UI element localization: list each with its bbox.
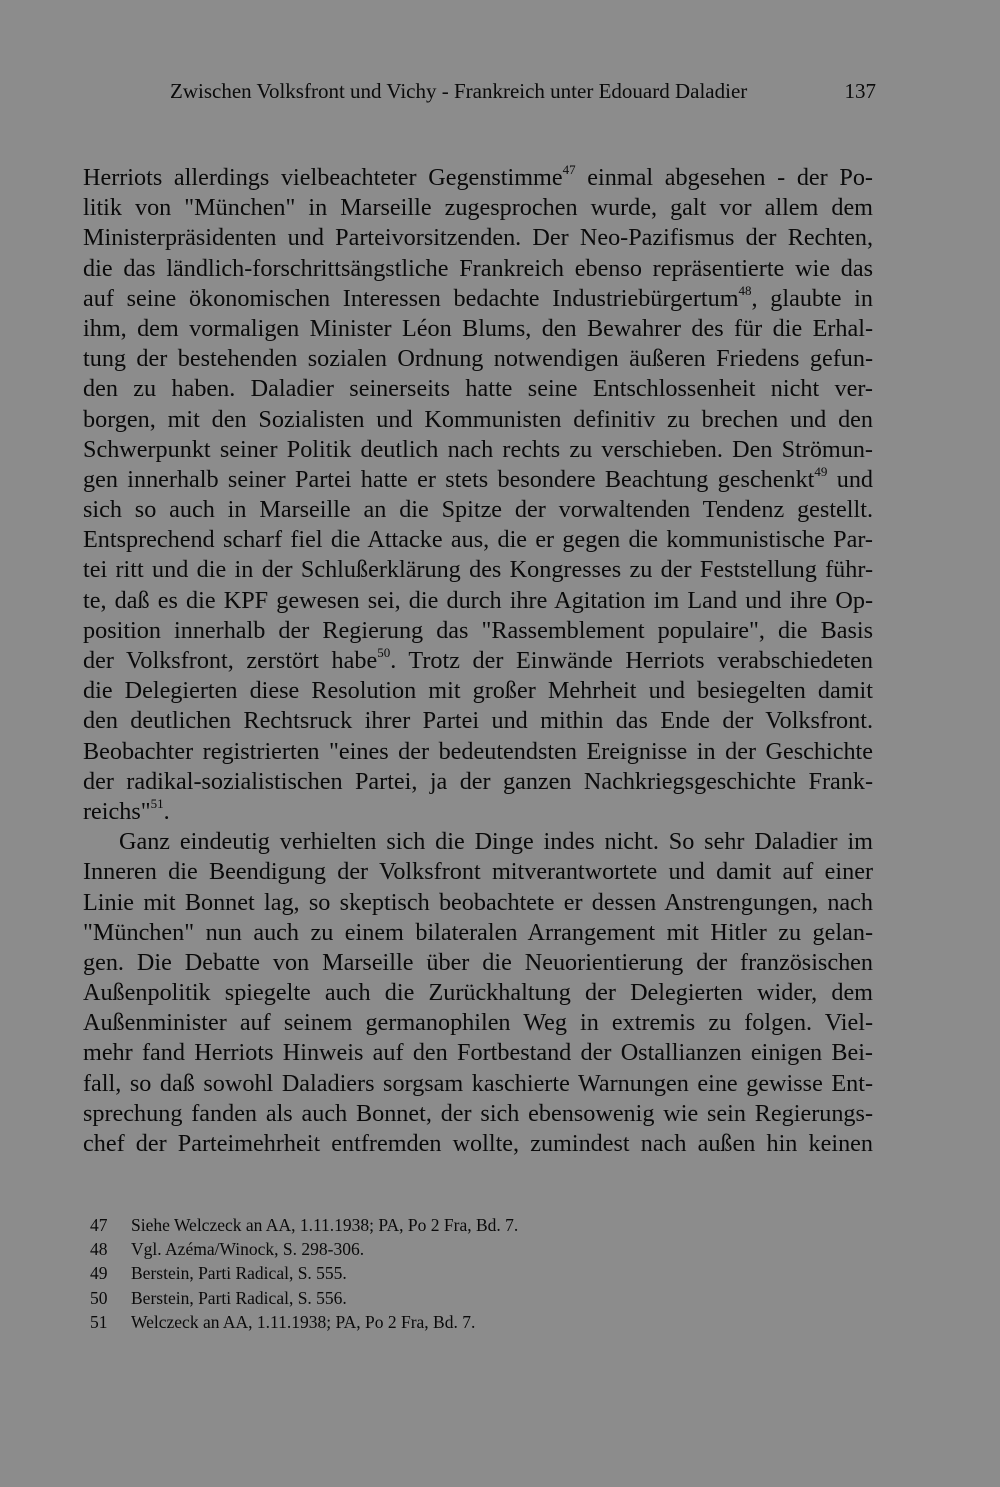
footnotes bbox=[90, 1213, 790, 1334]
text-line: Außenminister auf seinem germanophilen Weg in extremis zu folgen. Viel- bbox=[83, 1009, 873, 1037]
text-line: Außenpolitik spiegelte auch die Zurückhaltung der Delegierten wider, dem bbox=[83, 979, 873, 1007]
footnote bbox=[90, 1261, 790, 1285]
text-line: Herriots allerdings vielbeachteter Gegenstimme$^{47}$ einmal abgesehen - der Po- bbox=[83, 161, 873, 191]
footnote-text: Welczeck an AA, 1.11.1938; PA, Po 2 Fra, Bd. 7. bbox=[131, 1311, 476, 1332]
text-line: reichs"$^{51}$. bbox=[83, 795, 170, 825]
footnote-ref: 51 bbox=[150, 795, 164, 811]
footnote-number: 48 bbox=[90, 1239, 108, 1260]
text-line: Ministerpräsidenten und Parteivorsitzenden. Der Neo-Pazifismus der Rechten, bbox=[83, 224, 873, 252]
text-line: ihm, dem vormaligen Minister Léon Blums, den Bewahrer des für die Erhal- bbox=[83, 314, 873, 342]
page-number: 137 bbox=[844, 79, 876, 103]
footnote-text: Siehe Welczeck an AA, 1.11.1938; PA, Po 2 Fra, Bd. 7. bbox=[131, 1215, 519, 1235]
text-line: litik von "München" in Marseille zugesprochen wurde, galt vor allem dem bbox=[83, 194, 873, 222]
footnote bbox=[90, 1310, 790, 1334]
text-line: Entsprechend scharf fiel die Attacke aus, die er gegen die kommunistische Par- bbox=[83, 526, 873, 554]
text-line: fall, so daß sowohl Daladiers sorgsam kaschierte Warnungen eine gewisse Ent- bbox=[83, 1069, 873, 1097]
text-line: der Volksfront, zerstört habe$^{50}$. Trotz der Einwände Herriots verabschiedeten bbox=[83, 644, 873, 674]
text-line: "München" nun auch zu einem bilateralen Arrangement mit Hitler zu gelan- bbox=[83, 918, 873, 946]
footnote-text: Berstein, Parti Radical, S. 555. bbox=[131, 1263, 347, 1284]
text-line: sprechung fanden als auch Bonnet, der sich ebensowenig wie sein Regierungs- bbox=[83, 1099, 873, 1127]
footnote-text: Berstein, Parti Radical, S. 556. bbox=[131, 1287, 347, 1308]
footnote bbox=[90, 1213, 790, 1237]
footnote-ref: 49 bbox=[814, 463, 828, 479]
text-line: borgen, mit den Sozialisten und Kommunisten definitiv zu brechen und den bbox=[83, 405, 873, 433]
text-line: die Delegierten diese Resolution mit großer Mehrheit und besiegelten damit bbox=[83, 677, 873, 705]
footnote-ref: 50 bbox=[377, 644, 391, 660]
text-line: sich so auch in Marseille an die Spitze der vorwaltenden Tendenz gestellt. bbox=[83, 496, 873, 524]
footnote-number: 49 bbox=[90, 1263, 108, 1284]
footnote-text: Vgl. Azéma/Winock, S. 298-306. bbox=[131, 1239, 365, 1260]
text-line: Schwerpunkt seiner Politik deutlich nach rechts zu verschieben. Den Strömun- bbox=[83, 435, 873, 463]
text-line: der radikal-sozialistischen Partei, ja der ganzen Nachkriegsgeschichte Frank- bbox=[83, 767, 873, 795]
text-line: tei ritt und die in der Schlußerklärung des Kongresses zu der Feststellung führ- bbox=[83, 556, 873, 584]
text-line: Beobachter registrierten "eines der bedeutendsten Ereignisse in der Geschichte bbox=[83, 737, 873, 765]
running-header bbox=[170, 76, 876, 106]
footnote bbox=[90, 1286, 790, 1310]
text-line: te, daß es die KPF gewesen sei, die durch ihre Agitation im Land und ihre Op- bbox=[83, 586, 873, 614]
text-line: mehr fand Herriots Hinweis auf den Fortbestand der Ostallianzen einigen Bei- bbox=[83, 1039, 873, 1067]
text-line: die das ländlich-forschrittsängstliche Frankreich ebenso repräsentierte wie das bbox=[83, 254, 873, 282]
main-text bbox=[83, 163, 873, 1159]
text-line: Linie mit Bonnet lag, so skeptisch beobachtete er dessen Anstrengungen, nach bbox=[83, 888, 873, 916]
text-line: position innerhalb der Regierung das "Rassemblement populaire", die Basis bbox=[83, 616, 873, 644]
footnote-ref: 48 bbox=[738, 282, 752, 298]
text-line: Ganz eindeutig verhielten sich die Dinge indes nicht. So sehr Daladier im bbox=[119, 828, 873, 856]
footnote-number: 51 bbox=[90, 1311, 108, 1332]
text-line: Inneren die Beendigung der Volksfront mitverantwortete und damit auf einer bbox=[83, 858, 873, 886]
footnote-number: 47 bbox=[90, 1215, 108, 1235]
text-line: tung der bestehenden sozialen Ordnung notwendigen äußeren Friedens gefun- bbox=[83, 345, 873, 373]
footnote-number: 50 bbox=[90, 1287, 108, 1308]
text-line: auf seine ökonomischen Interessen bedachte Industriebürgertum$^{48}$, glaubte in bbox=[83, 282, 873, 312]
text-line: den deutlichen Rechtsruck ihrer Partei und mithin das Ende der Volksfront. bbox=[83, 707, 873, 735]
text-line: den zu haben. Daladier seinerseits hatte seine Entschlossenheit nicht ver- bbox=[83, 375, 873, 403]
text-line: gen innerhalb seiner Partei hatte er stets besondere Beachtung geschenkt$^{49}$ und bbox=[83, 463, 873, 493]
text-line: gen. Die Debatte von Marseille über die Neuorientierung der französischen bbox=[83, 948, 873, 976]
running-title: Zwischen Volksfront und Vichy - Frankreich unter Edouard Daladier bbox=[170, 79, 748, 103]
footnote-ref: 47 bbox=[562, 161, 576, 177]
text-line: chef der Parteimehrheit entfremden wollte, zumindest nach außen hin keinen bbox=[83, 1130, 873, 1157]
footnote bbox=[90, 1237, 790, 1261]
